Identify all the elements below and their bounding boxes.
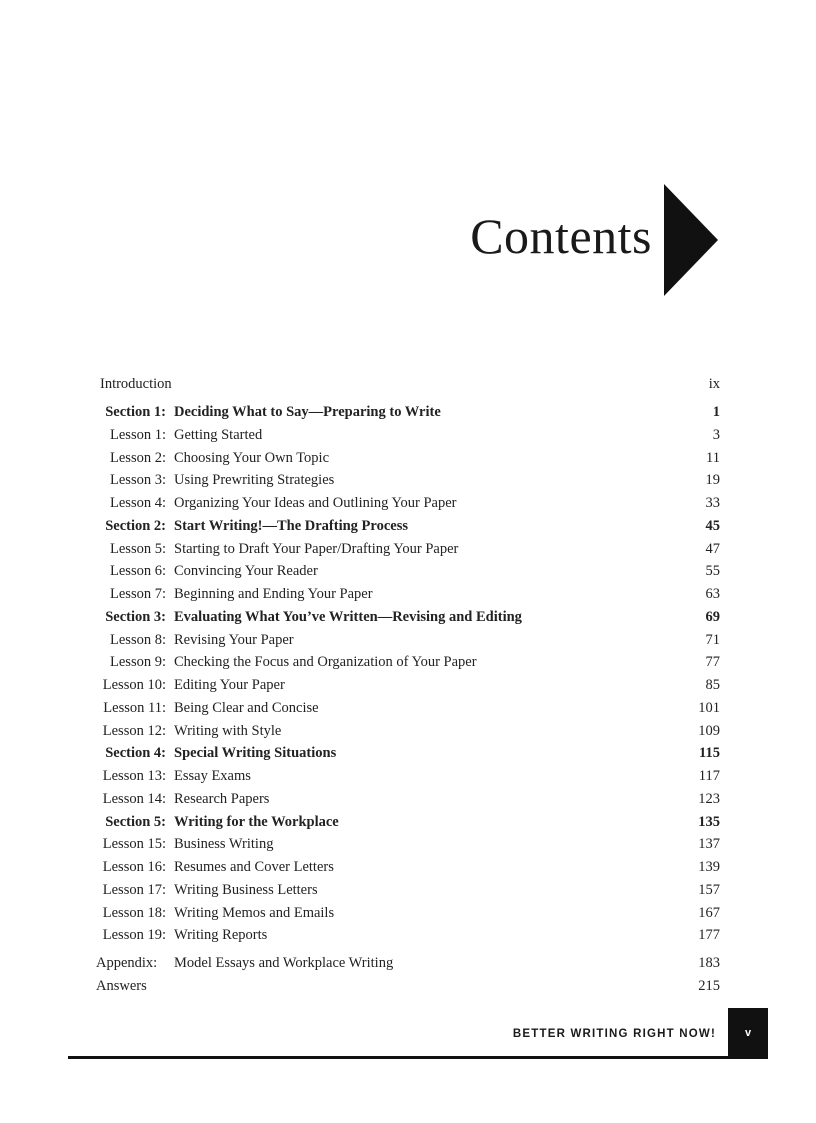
toc-row-section[interactable]	[0, 401, 816, 423]
toc-label: Lesson 14:	[102, 790, 166, 807]
toc-page-number: 177	[698, 927, 720, 944]
toc-label: Lesson 5:	[110, 540, 166, 557]
toc-row-lesson[interactable]	[0, 697, 816, 719]
toc-row-lesson[interactable]	[0, 879, 816, 901]
toc-title: Convincing Your Reader	[174, 563, 318, 580]
toc-page-number: 3	[712, 426, 720, 443]
toc-label: Section 3:	[105, 608, 166, 625]
toc-page-number: 19	[705, 472, 720, 489]
toc-label: Lesson 15:	[102, 836, 166, 853]
toc-page-number: 1	[712, 404, 720, 420]
toc-label: Lesson 4:	[110, 495, 166, 511]
toc-title: Business Writing	[174, 836, 274, 853]
toc-row-lesson[interactable]	[0, 902, 816, 924]
toc-row-lesson[interactable]	[0, 583, 816, 605]
toc-row-lesson[interactable]	[0, 788, 816, 810]
toc-row-section[interactable]	[0, 515, 816, 537]
toc-label: Lesson 12:	[102, 722, 166, 739]
toc-label: Lesson 8:	[110, 631, 166, 648]
toc-page-number: 115	[699, 745, 720, 762]
toc-label: Section 4:	[105, 745, 166, 762]
toc-page-number: 63	[705, 586, 720, 602]
toc-title: Evaluating What You’ve Written—Revising and Editing	[174, 608, 522, 625]
toc-row-lesson[interactable]	[0, 469, 816, 491]
toc-page-number: 183	[698, 955, 720, 971]
toc-label: Lesson 18:	[102, 904, 166, 921]
toc-label: Lesson 6:	[110, 563, 166, 580]
toc-title: Getting Started	[174, 426, 263, 443]
toc-page-number: 123	[698, 790, 720, 807]
page-number: v	[744, 1027, 752, 1039]
toc-row-section[interactable]	[0, 742, 816, 764]
toc-label: Lesson 7:	[110, 586, 166, 602]
toc-label: Section 5:	[105, 813, 166, 830]
toc-title: Start Writing!—The Drafting Process	[174, 517, 408, 534]
toc-title: Beginning and Ending Your Paper	[174, 586, 373, 602]
toc-row-introduction[interactable]	[0, 373, 816, 395]
toc-page-number: 45	[705, 517, 720, 534]
toc-row-lesson[interactable]	[0, 538, 816, 560]
toc-row-lesson[interactable]	[0, 447, 816, 469]
toc-row-lesson[interactable]	[0, 651, 816, 673]
toc-title: Using Prewriting Strategies	[174, 472, 335, 489]
toc-page-number: 215	[698, 978, 720, 994]
toc-page-number: 109	[698, 722, 720, 739]
toc-title: Essay Exams	[174, 768, 251, 784]
toc-page-number: 85	[705, 677, 720, 693]
toc-page-number: 71	[705, 631, 720, 648]
toc-row-section[interactable]	[0, 606, 816, 628]
toc-label: Lesson 1:	[110, 426, 166, 443]
toc-row-lesson[interactable]	[0, 424, 816, 446]
toc-row-lesson[interactable]	[0, 492, 816, 514]
page-number-tab	[728, 1008, 768, 1058]
toc-page-number: 47	[705, 540, 720, 557]
toc-label: Lesson 10:	[102, 677, 166, 693]
toc-title: Model Essays and Workplace Writing	[174, 955, 394, 971]
toc-row-answers[interactable]	[0, 975, 816, 997]
footer-rule	[68, 1056, 768, 1059]
toc-row-lesson[interactable]	[0, 833, 816, 855]
toc-label: Section 1:	[105, 404, 166, 420]
toc-label: Appendix:	[96, 955, 158, 971]
toc-title: Organizing Your Ideas and Outlining Your Paper	[174, 495, 457, 511]
toc-title: Special Writing Situations	[174, 745, 337, 762]
toc-title: Writing with Style	[174, 722, 282, 739]
toc-page-number: 157	[698, 881, 720, 898]
toc-label: Lesson 19:	[102, 927, 166, 944]
toc-page-number: 69	[705, 608, 720, 625]
toc-label: Section 2:	[105, 517, 166, 534]
toc-page-number: 117	[698, 768, 720, 784]
toc-page-number: 135	[698, 813, 720, 830]
toc-row-lesson[interactable]	[0, 720, 816, 742]
toc-row-lesson[interactable]	[0, 560, 816, 582]
toc-page-number: 139	[698, 859, 720, 875]
toc-page-number: 167	[698, 904, 720, 921]
footer-book-title: BETTER WRITING RIGHT NOW!	[512, 1028, 716, 1040]
toc-label: Lesson 2:	[110, 449, 166, 466]
toc-page-number: 77	[705, 654, 720, 671]
toc-label: Lesson 9:	[110, 654, 166, 671]
toc-row-appendix[interactable]	[0, 952, 816, 974]
toc-title: Writing Memos and Emails	[174, 904, 335, 921]
page-title: Contents	[470, 208, 652, 264]
toc-title: Editing Your Paper	[174, 677, 285, 693]
toc-title: Choosing Your Own Topic	[174, 449, 330, 466]
toc-title: Writing Business Letters	[174, 881, 318, 898]
toc-page-number: ix	[708, 376, 720, 392]
toc-title: Being Clear and Concise	[174, 699, 319, 716]
toc-row-lesson[interactable]	[0, 856, 816, 878]
toc-title: Revising Your Paper	[174, 631, 294, 648]
toc-row-lesson[interactable]	[0, 924, 816, 946]
toc-title: Starting to Draft Your Paper/Drafting Your Paper	[174, 540, 459, 557]
toc-page-number: 101	[698, 699, 720, 716]
toc-page-number: 33	[705, 495, 720, 511]
toc-label: Lesson 17:	[102, 881, 166, 898]
toc-page-number: 11	[706, 449, 720, 466]
toc-page-number: 55	[705, 563, 720, 580]
toc-title: Checking the Focus and Organization of Your Paper	[174, 654, 477, 671]
toc-title: Deciding What to Say—Preparing to Write	[174, 404, 441, 420]
toc-page-number: 137	[698, 836, 720, 853]
toc-label: Answers	[96, 978, 147, 994]
toc-label: Lesson 13:	[102, 768, 166, 784]
toc-row-section[interactable]	[0, 811, 816, 833]
toc-title: Research Papers	[174, 790, 270, 807]
toc-row-lesson[interactable]	[0, 674, 816, 696]
chapter-arrow-icon	[662, 182, 720, 298]
toc-label: Lesson 11:	[103, 699, 166, 716]
toc-row-lesson[interactable]	[0, 629, 816, 651]
toc-label: Lesson 3:	[110, 472, 166, 489]
toc-title: Resumes and Cover Letters	[174, 859, 334, 875]
toc-row-lesson[interactable]	[0, 765, 816, 787]
toc-label: Lesson 16:	[102, 859, 166, 875]
toc-label: Introduction	[100, 376, 172, 392]
toc-title: Writing for the Workplace	[174, 813, 339, 830]
toc-title: Writing Reports	[174, 927, 268, 944]
